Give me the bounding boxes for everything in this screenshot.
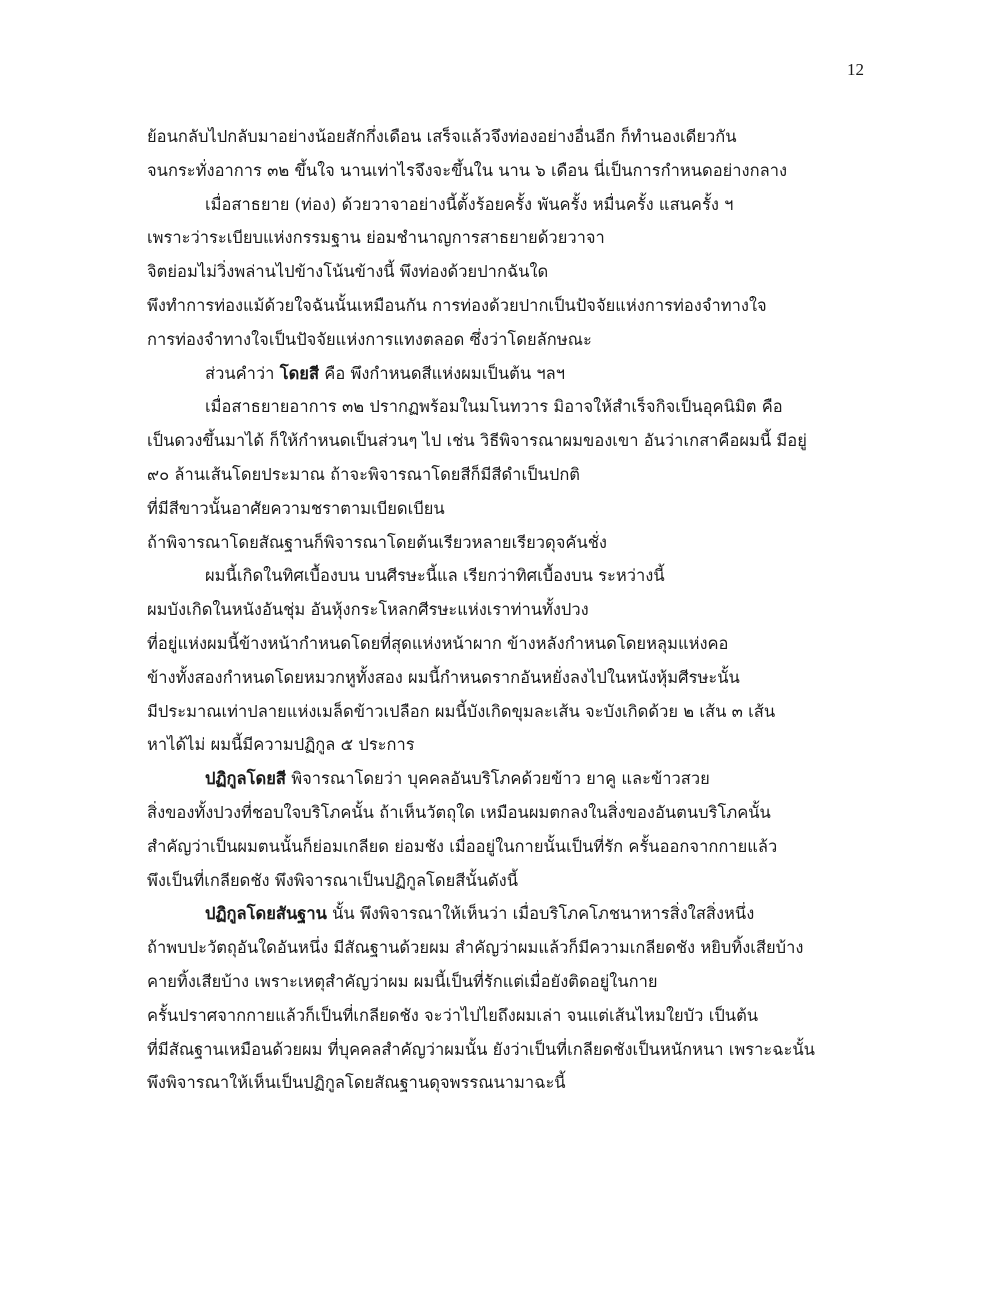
text-line bbox=[147, 255, 875, 289]
line-text: จนกระทั่งอาการ ๓๒ ขึ้นใจ นานเท่าไรจึงจะขึ้นใน นาน ๖ เดือน นี่เป็นการกำหนดอย่างกลาง bbox=[147, 160, 788, 180]
page-number: 12 bbox=[847, 60, 864, 79]
text-line bbox=[147, 897, 875, 931]
bold-term: ปฏิกูลโดยสันฐาน bbox=[205, 904, 327, 924]
text-line bbox=[147, 526, 875, 560]
bold-term: ปฏิกูลโดยสี bbox=[205, 769, 286, 789]
text-line bbox=[147, 661, 875, 695]
text-line bbox=[147, 458, 875, 492]
text-line bbox=[147, 221, 875, 255]
line-text: สำคัญว่าเป็นผมตนนั้นก็ย่อมเกลียด ย่อมชัง เมื่ออยู่ในกายนั้นเป็นที่รัก ครั้นออกจากกายแล้ว bbox=[147, 836, 778, 856]
text-line bbox=[147, 965, 875, 999]
line-text: เมื่อสาธยายอาการ ๓๒ ปรากฏพร้อมในมโนทวาร มิอาจให้สำเร็จกิจเป็นอุคนิมิต คือ bbox=[205, 397, 783, 417]
line-text: ผมบังเกิดในหนังอันชุ่ม อันหุ้งกระโหลกศีรษะแห่งเราท่านทั้งปวง bbox=[147, 600, 589, 620]
line-text: เพราะว่าระเบียบแห่งกรรมฐาน ย่อมชำนาญการสาธยายด้วยวาจา bbox=[147, 228, 605, 248]
line-text: ถ้าพิจารณาโดยสัณฐานก็พิจารณาโดยต้นเรียวหลายเรียวดุจคันชั่ง bbox=[147, 532, 607, 552]
line-text: ที่มีสีขาวนั้นอาศัยความชราตามเบียดเบียน bbox=[147, 498, 445, 518]
line-text: เป็นดวงขึ้นมาได้ ก็ให้กำหนดเป็นส่วนๆ ไป เช่น วิธีพิจารณาผมของเขา อันว่าเกสาคือผมนี้ มีอยู่ bbox=[147, 431, 807, 451]
line-text: พิจารณาโดยว่า บุคคลอันบริโภคด้วยข้าว ยาคู และข้าวสวย bbox=[285, 769, 710, 789]
line-text: เมื่อสาธยาย (ท่อง) ด้วยวาจาอย่างนี้ตั้งร้อยครั้ง พันครั้ง หมื่นครั้ง แสนครั้ง ฯ bbox=[205, 194, 734, 214]
line-text: จิตย่อมไม่วิ่งพล่านไปข้างโน้นข้างนี้ พึงท่องด้วยปากฉันใด bbox=[147, 262, 549, 282]
text-line bbox=[147, 931, 875, 965]
text-line bbox=[147, 728, 875, 762]
line-text: สิ่งของทั้งปวงที่ชอบใจบริโภคนั้น ถ้าเห็นวัตถุใด เหมือนผมตกลงในสิ่งของอันตนบริโภคนั้น bbox=[147, 802, 771, 822]
text-line bbox=[147, 357, 875, 391]
line-text: ส่วนคำว่า bbox=[205, 363, 280, 383]
document-body bbox=[147, 120, 875, 1100]
line-text: ที่อยู่แห่งผมนี้ข้างหน้ากำหนดโดยที่สุดแห่งหน้าผาก ข้างหลังกำหนดโดยหลุมแห่งคอ bbox=[147, 633, 729, 653]
line-text: ถ้าพบปะวัตถุอันใดอันหนึ่ง มีสัณฐานด้วยผม สำคัญว่าผมแล้วก็มีความเกลียดชัง หยิบทิ้งเสียบ้าง bbox=[147, 938, 804, 958]
text-line bbox=[147, 796, 875, 830]
line-text: พึงพิจารณาให้เห็นเป็นปฏิกูลโดยสัณฐานดุจพรรณนามาฉะนี้ bbox=[147, 1073, 566, 1093]
text-line bbox=[147, 593, 875, 627]
text-line bbox=[147, 830, 875, 864]
text-line bbox=[147, 1066, 875, 1100]
bold-term: โดยสี bbox=[279, 363, 320, 383]
text-line bbox=[147, 762, 875, 796]
text-line bbox=[147, 188, 875, 222]
line-text: ครั้นปราศจากกายแล้วก็เป็นที่เกลียดชัง จะว่าไปไยถึงผมเล่า จนแต่เส้นไหมใยบัว เป็นต้น bbox=[147, 1005, 759, 1025]
line-text: ข้างทั้งสองกำหนดโดยหมวกหูทั้งสอง ผมนี้กำหนดรากอันหยั่งลงไปในหนังหุ้มศีรษะนั้น bbox=[147, 667, 740, 687]
text-line bbox=[147, 154, 875, 188]
line-text: ย้อนกลับไปกลับมาอย่างน้อยสักกึ่งเดือน เสร็จแล้วจึงท่องอย่างอื่นอีก ก็ทำนองเดียวกัน bbox=[147, 127, 737, 146]
text-line bbox=[147, 559, 875, 593]
line-text: พึงเป็นที่เกลียดชัง พึงพิจารณาเป็นปฏิกูลโดยสีนั้นดังนี้ bbox=[147, 870, 518, 890]
line-text: การท่องจำทางใจเป็นปัจจัยแห่งการแทงตลอด ซึ่งว่าโดยลักษณะ bbox=[147, 329, 592, 349]
line-text: นั้น พึงพิจารณาให้เห็นว่า เมื่อบริโภคโภชนาหารสิ่งใสสิ่งหนึ่ง bbox=[326, 904, 755, 924]
text-line bbox=[147, 864, 875, 898]
line-text: มีประมาณเท่าปลายแห่งเมล็ดข้าวเปลือก ผมนี้บังเกิดขุมละเส้น จะบังเกิดด้วย ๒ เส้น ๓ เส้น bbox=[147, 701, 776, 721]
text-line bbox=[147, 1033, 875, 1067]
text-line bbox=[147, 323, 875, 357]
text-line bbox=[147, 424, 875, 458]
text-line bbox=[147, 999, 875, 1033]
line-text: ผมนี้เกิดในทิศเบื้องบน บนศีรษะนี้แล เรียกว่าทิศเบื้องบน ระหว่างนี้ bbox=[205, 566, 665, 586]
text-line bbox=[147, 627, 875, 661]
line-text: หาได้ไม่ ผมนี้มีความปฏิกูล ๕ ประการ bbox=[147, 735, 415, 755]
line-text: พึงทำการท่องแม้ด้วยใจฉันนั้นเหมือนกัน การท่องด้วยปากเป็นปัจจัยแห่งการท่องจำทางใจ bbox=[147, 295, 767, 315]
line-text: ที่มีสัณฐานเหมือนด้วยผม ที่บุคคลสำคัญว่าผมนั้น ยังว่าเป็นที่เกลียดชังเป็นหนักหนา เพราะฉะนั้น bbox=[147, 1039, 815, 1059]
text-line bbox=[147, 695, 875, 729]
line-text: คือ พึงกำหนดสีแห่งผมเป็นต้น ฯลฯ bbox=[319, 363, 565, 383]
text-line bbox=[147, 120, 875, 154]
line-text: ๙๐ ล้านเส้นโดยประมาณ ถ้าจะพิจารณาโดยสีก็มีสีดำเป็นปกติ bbox=[147, 464, 581, 484]
text-line bbox=[147, 390, 875, 424]
line-text: คายทิ้งเสียบ้าง เพราะเหตุสำคัญว่าผม ผมนี้เป็นที่รักแต่เมื่อยังติดอยู่ในกาย bbox=[147, 971, 658, 991]
text-line bbox=[147, 492, 875, 526]
text-line bbox=[147, 289, 875, 323]
